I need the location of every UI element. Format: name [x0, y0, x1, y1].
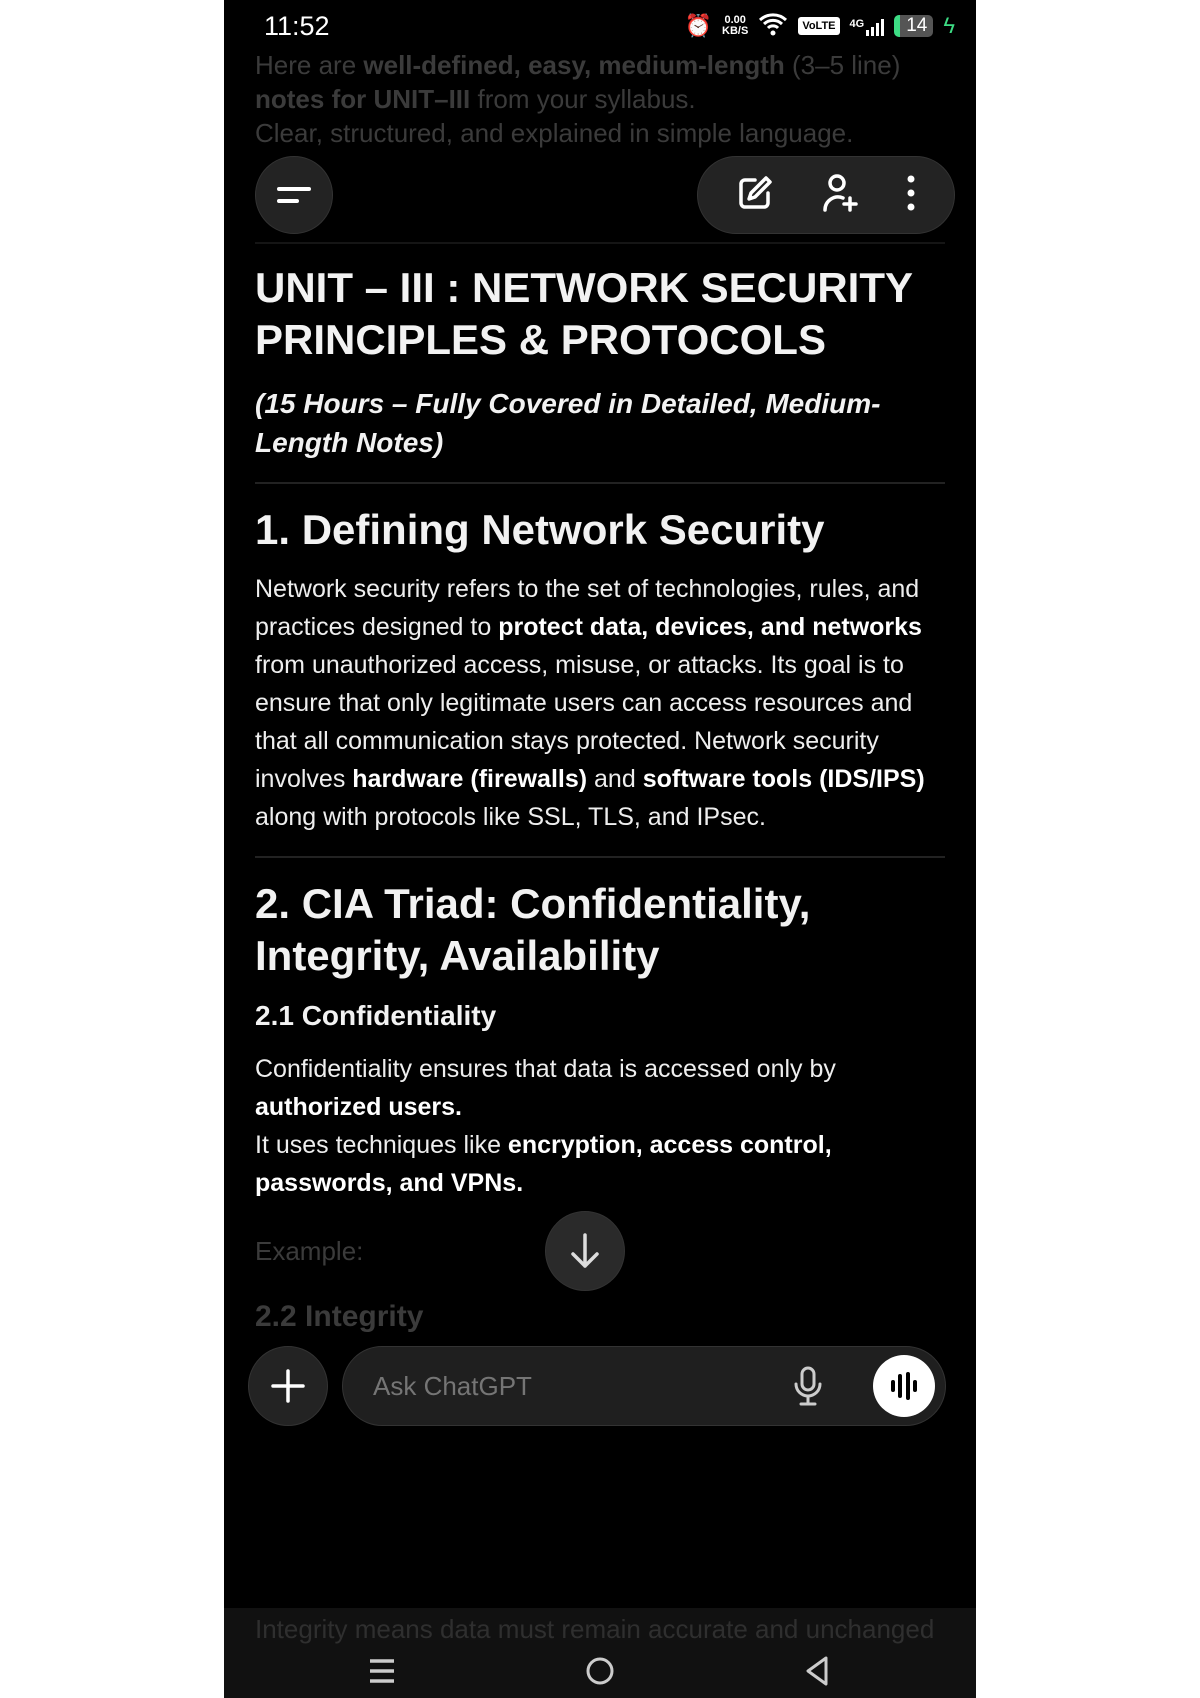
section-heading: 1. Defining Network Security — [255, 506, 825, 553]
header-divider — [255, 242, 945, 244]
prompt-input[interactable] — [373, 1366, 773, 1406]
volte-badge: VoLTE — [798, 17, 839, 35]
faded-text-line: Clear, structured, and explained in simple language. — [255, 118, 854, 148]
page-subtitle: (15 Hours – Fully Covered in Detailed, Medium-Length Notes) — [255, 388, 881, 458]
top-controls — [255, 156, 955, 234]
faded-example-label: Example: — [255, 1236, 364, 1266]
add-user-icon — [820, 172, 860, 214]
composer-row — [248, 1346, 955, 1426]
more-vertical-icon — [905, 173, 917, 213]
scroll-to-bottom-button[interactable] — [545, 1211, 625, 1291]
microphone-button[interactable] — [793, 1365, 823, 1412]
arrow-down-icon — [568, 1232, 602, 1270]
attach-button[interactable] — [248, 1346, 328, 1426]
faded-text-line: notes for UNIT–III from your syllabus. — [255, 84, 696, 114]
divider — [255, 856, 945, 858]
battery-indicator: 14 — [894, 15, 933, 37]
composer — [342, 1346, 946, 1426]
net-speed: 0.00 KB/S — [722, 14, 749, 37]
status-icons — [685, 12, 955, 41]
microphone-icon — [793, 1365, 823, 1407]
status-bar — [255, 6, 955, 46]
more-options-button[interactable] — [905, 173, 917, 218]
faded-text-line: Integrity means data must remain accurate and unchanged — [255, 1614, 935, 1644]
new-chat-button[interactable] — [735, 173, 775, 218]
menu-icon — [276, 183, 312, 207]
alarm-icon: ⏰ — [684, 13, 713, 38]
subsection-heading: 2.1 Confidentiality — [255, 1000, 497, 1031]
divider — [255, 482, 945, 484]
faded-subsection-heading: 2.2 Integrity — [255, 1300, 424, 1333]
edit-icon — [735, 173, 775, 213]
status-time: 11:52 — [264, 10, 330, 41]
section-paragraph: Network security refers to the set of technologies, rules, and practices designed to protect data, devices, and networks from unauthorized access, misuse, or attacks. Its goal is to ensure that only legitimate users can access resources and that all communication stays protected. Network security involves hardware (firewalls) and software tools (IDS/IPS) along with protocols like SSL, TLS, and IPsec. — [255, 575, 925, 831]
section-heading: 2. CIA Triad: Confidentiality, Integrity, Availability — [255, 880, 811, 979]
network-type: 4G — [849, 17, 865, 30]
plus-icon — [270, 1368, 306, 1404]
screen-flow — [255, 0, 955, 1426]
home-icon[interactable] — [585, 1656, 615, 1686]
recent-apps-icon[interactable] — [368, 1658, 396, 1684]
add-people-button[interactable] — [820, 172, 860, 219]
back-icon[interactable] — [804, 1655, 830, 1687]
voice-mode-button[interactable] — [873, 1355, 935, 1417]
signal-icon — [866, 16, 884, 36]
navigation-bar — [224, 1608, 976, 1698]
top-action-pill — [697, 156, 955, 234]
section-paragraph: Confidentiality ensures that data is accessed only by authorized users. It uses techniques like encryption, access control, passwords, and VPNs. — [255, 1055, 836, 1197]
example-row — [255, 1210, 955, 1292]
wifi-icon — [758, 12, 788, 41]
phone-screen — [224, 0, 976, 1698]
page-title: UNIT – III : NETWORK SECURITY PRINCIPLES & PROTOCOLS — [255, 264, 913, 363]
voice-waveform-icon — [888, 1370, 920, 1402]
charging-icon: ϟ — [943, 13, 955, 38]
faded-text-line: Here are well-defined, easy, medium-length (3–5 line) — [255, 50, 901, 80]
menu-button[interactable] — [255, 156, 333, 234]
